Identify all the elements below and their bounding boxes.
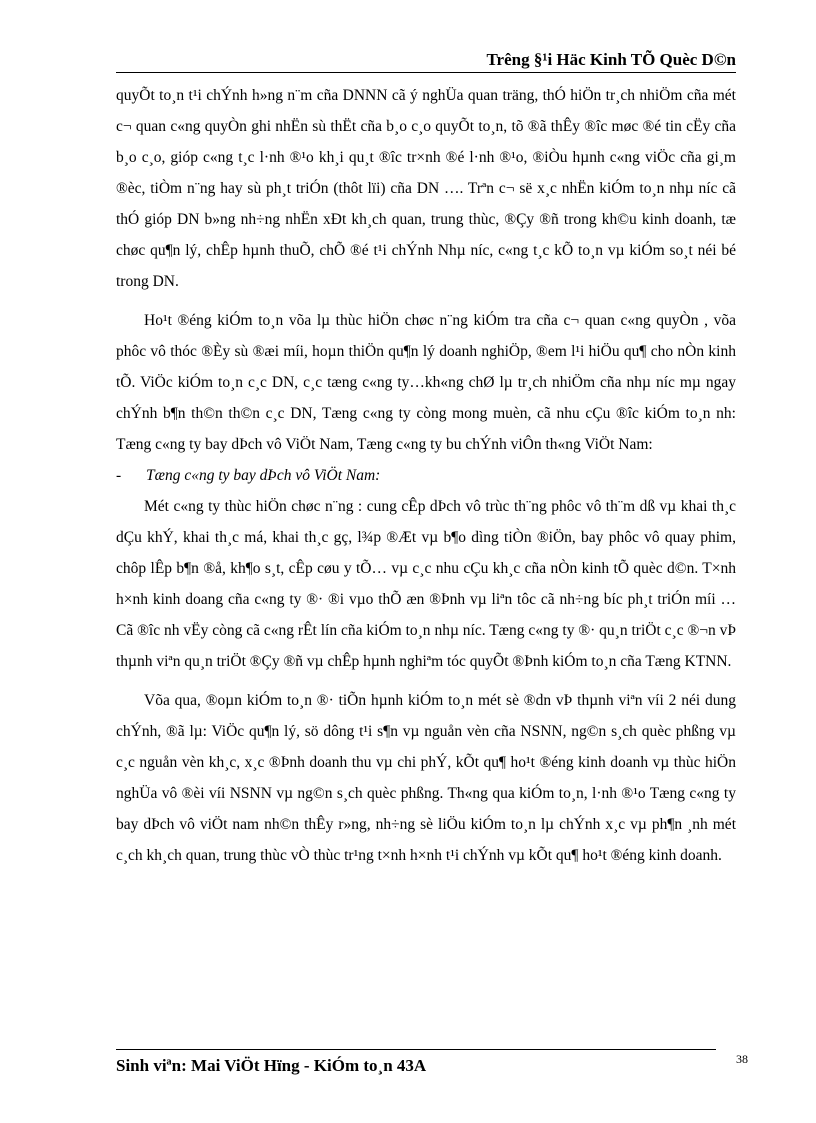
document-body [116, 80, 736, 871]
page-header: Trêng §¹i Häc Kinh TÕ Quèc D©n [486, 50, 736, 69]
header-divider [116, 72, 736, 73]
paragraph-1: quyÕt to¸n t¹i chÝnh h»ng n¨m cña DNNN cã ý nghÜa quan träng, thÓ hiÖn tr¸ch nhiÖm cña mét c¬ quan c«ng quyÒn ghi nhËn sù thËt cña b¸o c¸o quyÕt to¸n, tõ ®ã thÊy ®îc møc ®é tin cËy cña b¸o c¸o, gióp c«ng t¸c l·nh ®¹o kh¸i qu¸t ®îc tr×nh ®é l·nh ®¹o, ®iÒu hµnh c«ng viÖc cña gi¸m ®èc, tiÒm n¨ng hay sù ph¸t triÓn (thôt lïi) cña DN …. Trªn c¬ së x¸c nhËn kiÓm to¸n nhµ níc cã thÓ gióp DN b»ng nh÷ng nhËn xÐt kh¸ch quan, trung thùc, ®Çy ®ñ trong kh©u kinh doanh, tæ chøc qu¶n lý, chÊp hµnh thuÕ, chÕ ®é t¹i chÝnh Nhµ níc, c«ng t¸c kÕ to¸n vµ kiÓm so¸t néi bé trong DN. [116, 87, 736, 290]
page-number: 38 [736, 1052, 748, 1066]
bullet-item [116, 460, 736, 491]
paragraph-2: Ho¹t ®éng kiÓm to¸n võa lµ thùc hiÖn chøc n¨ng kiÓm tra cña c¬ quan c«ng quyÒn , võa phôc vô thóc ®Èy sù ®æi míi, hoµn thiÖn qu¶n lý doanh nghiÖp, ®em l¹i hiÖu qu¶ cho nÒn kinh tÕ. ViÖc kiÓm to¸n c¸c DN, c¸c tæng c«ng ty…kh«ng chØ lµ tr¸ch nhiÖm cña nhµ níc mµ ngay chÝnh b¶n th©n th©n c¸c DN, Tæng c«ng ty còng mong muèn, cã nhu cÇu ®îc kiÓm to¸n nh: Tæng c«ng ty bay dÞch vô ViÖt Nam, Tæng c«ng ty bu chÝnh viÔn th«ng ViÖt Nam: [116, 312, 736, 453]
page-footer: Sinh viªn: Mai ViÖt Hïng - KiÓm to¸n 43A [116, 1056, 427, 1075]
paragraph-3: Mét c«ng ty thùc hiÖn chøc n¨ng : cung cÊp dÞch vô trùc th¨ng phôc vô th¨m dß vµ khai th¸c dÇu khÝ, khai th¸c má, khai th¸c gç, l¾p ®Æt vµ b¶o dìng tiÒn ®iÖn, bay phôc vô quay phim, chôp lÊp b¶n ®å, kh¶o s¸t, cÊp cøu y tÕ… vµ c¸c nhu cÇu kh¸c cña nÒn kinh tÕ quèc d©n. T×nh h×nh kinh doang cña c«ng ty ®· ®i vµo thÕ æn ®Þnh vµ liªn tôc cã nh÷ng bíc ph¸t triÓn míi … Cã ®îc nh vËy còng cã c«ng rÊt lín cña kiÓm to¸n nhµ níc. Tæng c«ng ty ®· qu¸n triÖt c¸c ®¬n vÞ thµnh viªn qu¸n triÖt ®Çy ®ñ vµ chÊp hµnh nghiªm tóc quyÕt ®Þnh kiÓm to¸n cña Tæng KTNN. [116, 498, 736, 670]
paragraph-4: Võa qua, ®oµn kiÓm to¸n ®· tiÕn hµnh kiÓm to¸n mét sè ®dn vÞ thµnh viªn víi 2 néi dung chÝnh, ®ã lµ: ViÖc qu¶n lý, sö dông t¹i s¶n vµ nguån vèn cña NSNN, ng©n s¸ch quèc phßng vµ c¸c nguån vèn kh¸c, x¸c ®Þnh doanh thu vµ chi phÝ, kÕt qu¶ ho¹t ®éng kinh doanh vµ thùc hiÖn nghÜa vô ®èi víi NSNN vµ ng©n s¸ch quèc phßng. Th«ng qua kiÓm to¸n, l·nh ®¹o Tæng c«ng ty bay dÞch vô viÖt nam nh©n thÊy r»ng, nh÷ng sè liÖu kiÓm to¸n lµ chÝnh x¸c vµ ph¶n ¸nh mét c¸ch kh¸ch quan, trung thùc vÒ thùc tr¹ng t×nh h×nh t¹i chÝnh vµ kÕt qu¶ ho¹t ®éng kinh doanh. [116, 692, 736, 864]
bullet-text: Tæng c«ng ty bay dÞch vô ViÖt Nam: [146, 467, 381, 484]
footer-divider [116, 1049, 716, 1050]
bullet-dash: - [116, 467, 122, 484]
